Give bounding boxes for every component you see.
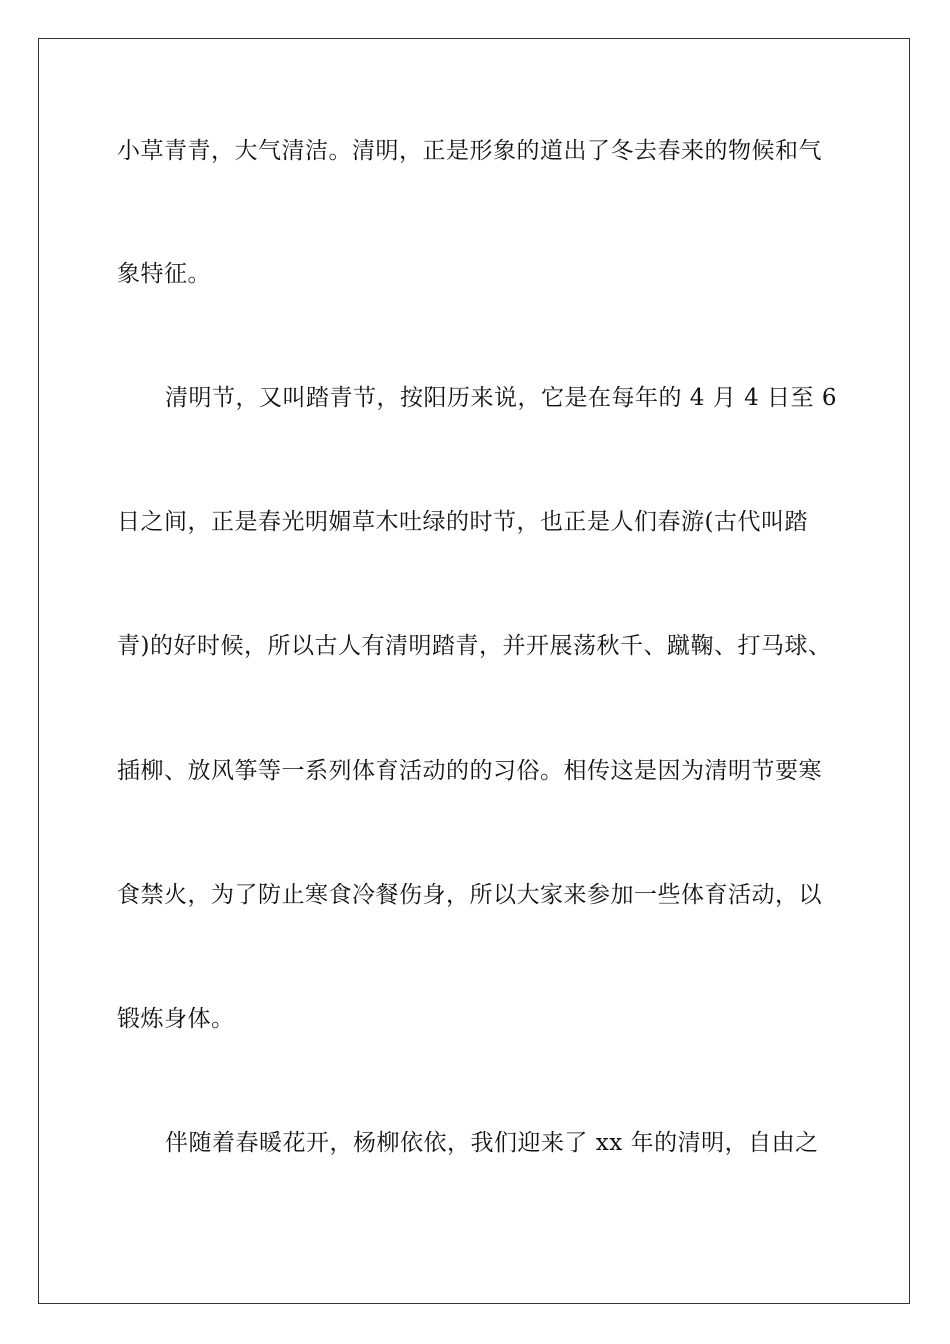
text-line-3: 清明节，又叫踏青节，按阳历来说，它是在每年的 4 月 4 日至 6 bbox=[165, 385, 837, 411]
text-line-6: 插柳、放风筝等一系列体育活动的的习俗。相传这是因为清明节要寒 bbox=[117, 758, 822, 784]
text-line-4: 日之间，正是春光明媚草木吐绿的时节，也正是人们春游(古代叫踏 bbox=[117, 509, 808, 535]
text-line-9: 伴随着春暖花开，杨柳依依，我们迎来了 xx 年的清明，自由之 bbox=[165, 1130, 819, 1156]
text-line-2: 象特征。 bbox=[117, 261, 211, 287]
text-line-7: 食禁火，为了防止寒食冷餐伤身，所以大家来参加一些体育活动，以 bbox=[117, 882, 822, 908]
text-line-8: 锻炼身体。 bbox=[117, 1006, 235, 1032]
text-line-1: 小草青青，大气清洁。清明，正是形象的道出了冬去春来的物候和气 bbox=[117, 138, 822, 164]
text-line-5: 青)的好时候，所以古人有清明踏青，并开展荡秋千、蹴鞠、打马球、 bbox=[117, 633, 832, 659]
page-border bbox=[38, 38, 910, 1304]
